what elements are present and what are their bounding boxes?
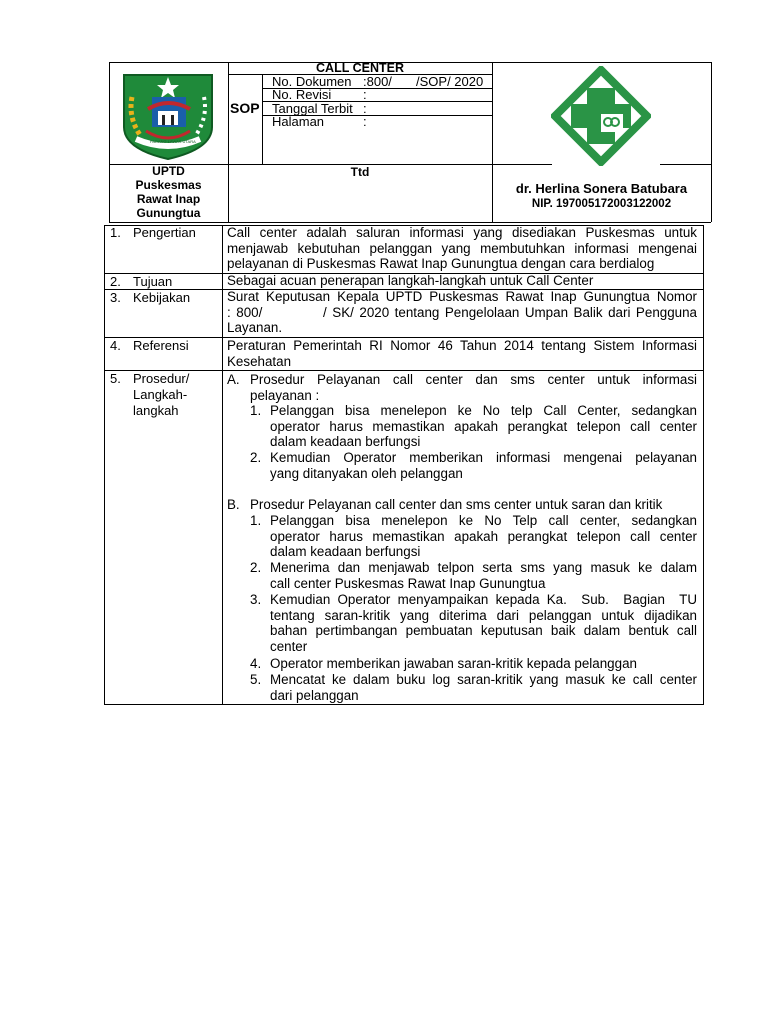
section-letter: B. [227,497,240,512]
section-title: Prosedur Pelayanan call center dan sms center untuk saran dan kritik [250,497,663,512]
row-text: Sebagai acuan penerapan langkah-langkah untuk Call Center [227,273,594,288]
signature-ttd: Ttd [350,165,370,179]
meta-sep: : [363,114,367,129]
puskesmas-logo-icon [551,66,651,166]
list-item: Kemudian Operator menyampaikan kepada Ka. Sub. Bagian TU [270,592,697,607]
item-number: 1. [250,513,262,528]
meta-value: /SOP/ 2020 [416,74,484,89]
meta-sep: :800/ [363,74,392,89]
row-text: menjawab kebutuhan pelanggan yang membutuhkan informasi mengenai [227,240,697,256]
list-item: bahan pertimbangan pembuatan keputusan baik dalam bentuk call [270,623,697,638]
list-item: dari pelanggan [270,687,359,703]
row-label: langkah [133,403,179,418]
item-number: 2. [250,450,262,465]
item-number: 5. [250,672,262,687]
list-item: dalam keadaan berfungsi [270,434,421,449]
list-item: center [270,638,308,654]
list-item: Menerima dan menjawab telpon serta sms yang masuk ke dalam [270,560,697,575]
row-text: Call center adalah saluran informasi yang disediakan Puskesmas untuk [227,225,697,240]
list-item: Pelanggan bisa menelepon ke No telp Call Center, sedangkan [270,403,697,418]
list-item: Mencatat ke dalam buku log saran-kritik yang masuk ke call center [270,672,697,687]
meta-sep: : [363,101,367,116]
item-number: 2. [250,560,262,575]
list-item: dalam keadaan berfungsi [270,544,421,559]
section-title: pelayanan : [250,387,320,403]
meta-sep: : [363,87,367,102]
item-number: 4. [250,656,262,671]
row-text: Kesehatan [227,353,292,369]
list-item: tentang saran-kritik yang diterima dari pelanggan untuk dijadikan [270,607,697,623]
section-letter: A. [227,372,240,387]
item-number: 1. [250,403,262,418]
row-label: Prosedur/ [133,371,190,386]
row-number: 3. [110,290,121,305]
row-number: 1. [110,225,121,240]
row-label: Pengertian [133,225,196,240]
row-label: Referensi [133,338,189,353]
list-item: Operator memberikan jawaban saran-kritik kepada pelanggan [270,656,637,671]
meta-label: No. Dokumen [272,74,352,89]
row-label: Kebijakan [133,290,191,305]
signer-nip: NIP. 197005172003122002 [531,198,672,210]
row-number: 2. [110,274,121,289]
list-item: call center Puskesmas Rawat Inap Gunungtua [270,575,546,591]
list-item: Kemudian Operator memberikan informasi mengenai pelayanan [270,450,697,465]
row-label: Tujuan [133,274,173,289]
list-item: yang ditanyakan oleh pelanggan [270,465,463,481]
list-item: operator harus memastikan apakah perangkat telepon call center [270,418,697,434]
item-number: 3. [250,592,262,607]
list-item: operator harus memastikan apakah perangkat telepon call center [270,528,697,544]
signer-name: dr. Herlina Sonera Batubara [515,181,688,196]
meta-label: Tanggal Terbit [272,101,353,116]
row-text: Layanan. [227,320,283,335]
sop-label: SOP [230,100,260,116]
meta-label: Halaman [272,114,325,129]
section-title: Prosedur Pelayanan call center dan sms center untuk informasi [250,372,697,387]
list-item: Pelanggan bisa menelepon ke No Telp call center, sedangkan [270,513,697,528]
row-label: Langkah- [133,387,188,402]
emblem-banner-text: PADANG LAWAS UTARA [150,139,196,144]
row-text: Peraturan Pemerintah RI Nomor 46 Tahun 2014 tentang Sistem Informasi [227,338,697,353]
row-number: 4. [110,338,121,353]
row-text: Surat Keputusan Kepala UPTD Puskesmas Rawat Inap Gunungtua Nomor [227,289,697,304]
regency-emblem-icon [118,67,218,162]
row-text: pelayanan di Puskesmas Rawat Inap Gunungtua dengan cara berdialog [227,256,655,271]
row-number: 5. [110,371,121,386]
row-text: : 800/ / SK/ 2020 tentang Pengelolaan Umpan Balik dari Pengguna [227,304,697,320]
page-title: CALL CENTER [316,61,404,75]
meta-label: No. Revisi [272,87,332,102]
